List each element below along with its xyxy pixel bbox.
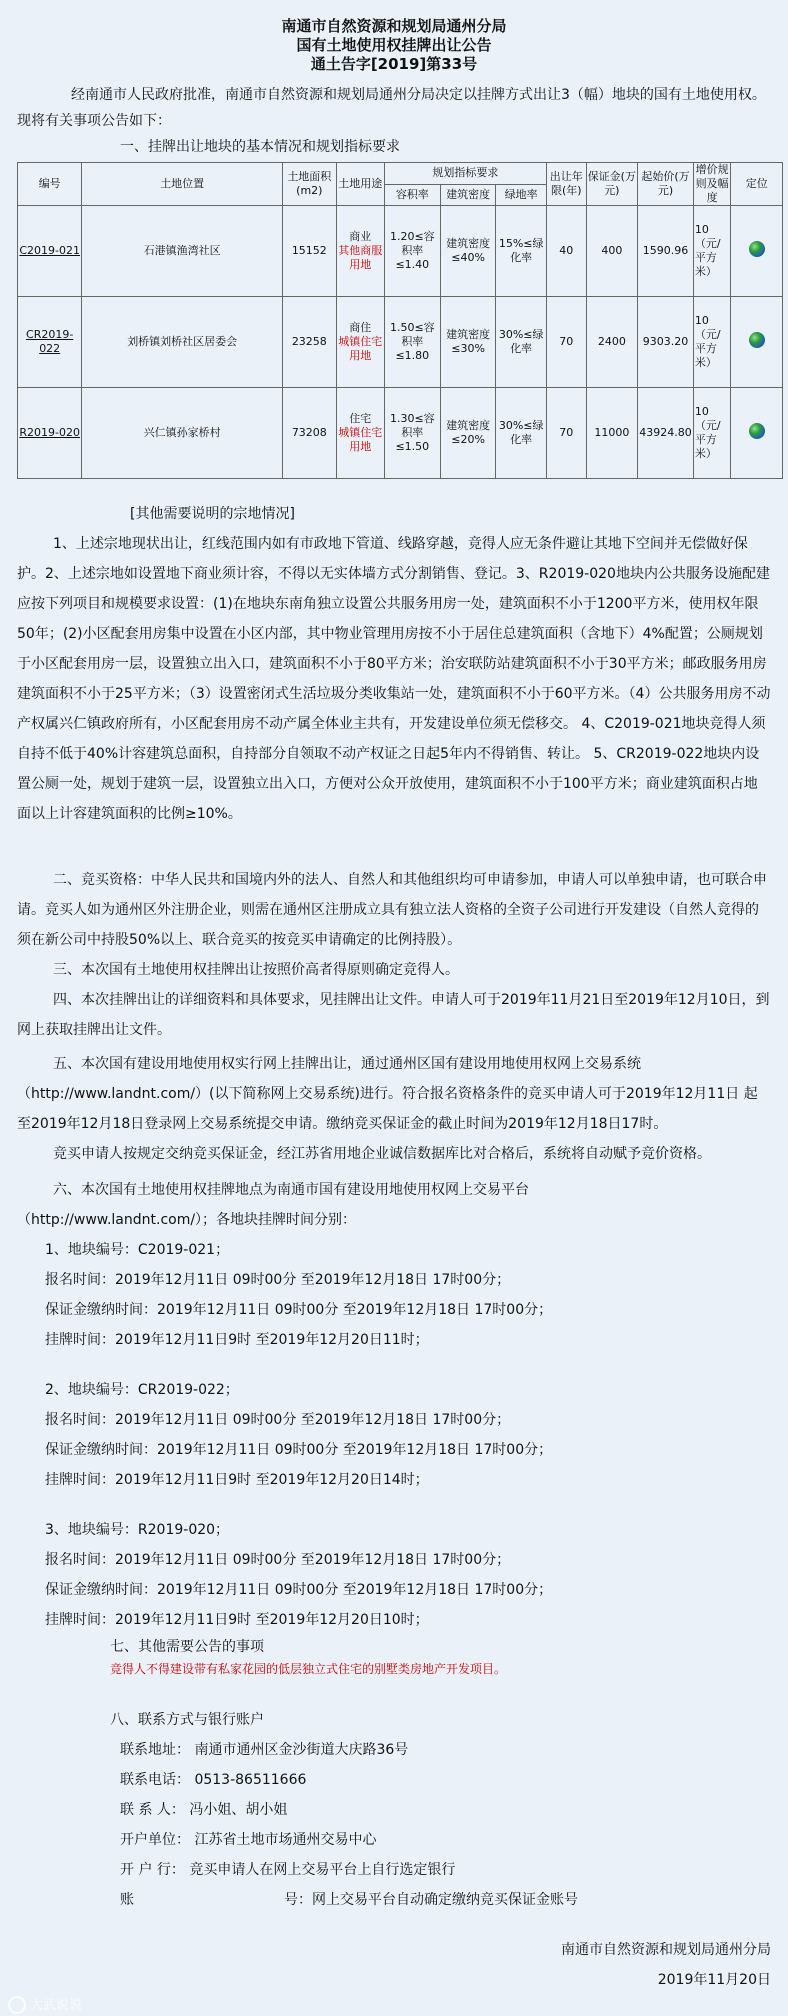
- section7-title: 七、其他需要公告的事项: [110, 1639, 264, 1655]
- parcel-location: 石港镇渔湾社区: [82, 206, 283, 297]
- schedule-signup: 报名时间：2019年12月11日 09时00分 至2019年12月18日 17时00分；: [45, 1412, 511, 1428]
- schedule-title: 2、地块编号：CR2019-022；: [45, 1382, 239, 1398]
- building-density: 建筑密度≤30%: [440, 297, 496, 388]
- account-unit: 开户单位： 江苏省土地市场通州交易中心: [120, 1832, 377, 1848]
- th-increment: 增价规则及幅度: [693, 163, 731, 206]
- section6-venue: 六、本次国有土地使用权挂牌地点为南通市国有建设用地使用权网上交易平台: [53, 1182, 529, 1198]
- schedule-deposit: 保证金缴纳时间：2019年12月11日 09时00分 至2019年12月18日 17时00分；: [45, 1442, 553, 1458]
- th-location: 土地位置: [82, 163, 283, 206]
- land-table: [17, 162, 783, 479]
- th-plan: 规划指标要求: [384, 163, 546, 185]
- term-years: 70: [546, 388, 586, 479]
- globe-icon[interactable]: [749, 423, 765, 439]
- other-notes-text: 1、上述宗地现状出让，红线范围内如有市政地下管道、线路穿越，竞得人应无条件避让其地下空间并无偿做好保护。2、上述宗地如设置地下商业须计容，不得以无实体墙方式分割销售、登记。3、R2019-020地块内公共服务设施配建应按下列项目和规模要求设置：(1)在地块东南角独立设置公共服务用房一处，建筑面积不小于1200平方米，使用权年限50年；(2)小区配套用房集中设置在小区内部，其中物业管理用房按不小于居住总建筑面积（含地下）4%配置；公厕规划于小区配套用房一层，设置独立出入口，建筑面积不小于80平方米；治安联防站建筑面积不小于30平方米；邮政服务用房建筑面积不小于25平方米；（3）设置密闭式生活垃圾分类收集站一处，建筑面积不小于60平方米。（4）公共服务用房不动产权属兴仁镇政府所有，小区配套用房不动产属全体业主共有，开发建设单位须无偿移交。 4、C2019-021地块竞得人须自持不低于40%计容建筑总面积，自持部分自领取不动产权证之日起5年内不得销售、转让。 5、CR2019-022地块内设置公厕一处，规划于建筑一层，设置独立出入口，方便对公众开放使用，建筑面积不小于100平方米；商业建筑面积占地面以上计容建筑面积的比例≥10%。: [17, 536, 771, 822]
- notice-header: [0, 0, 788, 74]
- plot-ratio: 1.30≤容积率≤1.50: [384, 388, 440, 479]
- increment-rule: 10（元/平方米）: [693, 297, 731, 388]
- parcel-use: [336, 388, 384, 479]
- contact-phone: 联系电话： 0513-86511666: [120, 1772, 307, 1788]
- schedule-block: [45, 1235, 788, 1355]
- footer-date: 2019年11月20日: [657, 1972, 771, 1988]
- globe-icon[interactable]: [749, 332, 765, 348]
- parcel-code-link[interactable]: CR2019-022: [18, 297, 82, 388]
- term-years: 40: [546, 206, 586, 297]
- table-row: [18, 297, 783, 388]
- green-ratio: 30%≤绿化率: [496, 388, 546, 479]
- term-years: 70: [546, 297, 586, 388]
- locate-cell: [731, 206, 783, 297]
- contact-block: [120, 1735, 788, 1915]
- schedule-listing: 挂牌时间：2019年12月11日9时 至2019年12月20日14时；: [45, 1472, 429, 1488]
- building-density: 建筑密度≤20%: [440, 388, 496, 479]
- use-type: 城镇住宅用地: [338, 426, 383, 453]
- intro-paragraph: 经南通市人民政府批准，南通市自然资源和规划局通州分局决定以挂牌方式出让3（幅）地块的国有土地使用权。现将有关事项公告如下：: [17, 87, 766, 129]
- account-label-left: 账: [120, 1892, 134, 1908]
- table-header-row: [18, 163, 783, 185]
- increment-rule: 10（元/平方米）: [693, 206, 731, 297]
- schedule-signup: 报名时间：2019年12月11日 09时00分 至2019年12月18日 17时00分；: [45, 1272, 511, 1288]
- table-row: [18, 388, 783, 479]
- use-category: 商住: [349, 321, 372, 334]
- section5-online: 五、本次国有建设用地使用权实行网上挂牌出让，通过通州区国有建设用地使用权网上交易系统: [53, 1056, 641, 1072]
- schedule-title: 3、地块编号：R2019-020；: [45, 1522, 230, 1538]
- schedule-block: [45, 1375, 788, 1495]
- th-green: 绿地率: [496, 184, 546, 206]
- th-plot-ratio: 容积率: [384, 184, 440, 206]
- th-term: 出让年限(年): [546, 163, 586, 206]
- watermark: [8, 1994, 82, 2015]
- parcel-code-link[interactable]: C2019-021: [18, 206, 82, 297]
- section6-venue-url: （http://www.landnt.com/）；各地块挂牌时间分别：: [17, 1212, 357, 1228]
- other-notes-title: [其他需要说明的宗地情况]: [130, 506, 295, 522]
- schedule-listing: 挂牌时间：2019年12月11日9时 至2019年12月20日10时；: [45, 1612, 429, 1628]
- use-category: 住宅: [349, 412, 372, 425]
- parcel-area: 23258: [283, 297, 337, 388]
- building-density: 建筑密度≤40%: [440, 206, 496, 297]
- contact-address: 联系地址： 南通市通州区金沙街道大庆路36号: [120, 1742, 409, 1758]
- schedule-list: [0, 1235, 788, 1635]
- th-code: 编号: [18, 163, 82, 206]
- footer-org: 南通市自然资源和规划局通州分局: [561, 1942, 771, 1958]
- section5-qualification: 竞买申请人按规定交纳竞买保证金，经江苏省用地企业诚信数据库比对合格后，系统将自动赋予竞价资格。: [53, 1146, 711, 1162]
- th-locate: 定位: [731, 163, 783, 206]
- parcel-area: 15152: [283, 206, 337, 297]
- section2-eligibility: 二、竞买资格：中华人民共和国境内外的法人、自然人和其他组织均可申请参加，申请人可以单独申请，也可联合申请。竞买人如为通州区外注册企业，则需在通州区注册成立具有独立法人资格的全资子公司进行开发建设（自然人竞得的须在新公司中持股50%以上、联合竞买的按竞买申请确定的比例持股）。: [17, 872, 767, 948]
- deposit-amount: 11000: [586, 388, 638, 479]
- locate-cell: [731, 297, 783, 388]
- use-type: 城镇住宅用地: [338, 335, 383, 362]
- th-deposit: 保证金(万元): [586, 163, 638, 206]
- th-area: 土地面积(m2): [283, 163, 337, 206]
- deposit-amount: 2400: [586, 297, 638, 388]
- contact-person: 联 系 人： 冯小姐、胡小姐: [120, 1802, 288, 1818]
- table-row: [18, 206, 783, 297]
- locate-cell: [731, 388, 783, 479]
- schedule-deposit: 保证金缴纳时间：2019年12月11日 09时00分 至2019年12月18日 17时00分；: [45, 1582, 553, 1598]
- deposit-amount: 400: [586, 206, 638, 297]
- account-number: [120, 1885, 788, 1915]
- section8-title: 八、联系方式与银行账户: [110, 1712, 264, 1728]
- notice-title: 国有土地使用权挂牌出让公告: [296, 36, 492, 54]
- start-price: 43924.80: [638, 388, 694, 479]
- bank: 开 户 行： 竞买申请人在网上交易平台上自行选定银行: [120, 1862, 456, 1878]
- start-price: 1590.96: [638, 206, 694, 297]
- th-density: 建筑密度: [440, 184, 496, 206]
- use-type: 其他商服用地: [338, 244, 383, 271]
- schedule-listing: 挂牌时间：2019年12月11日9时 至2019年12月20日11时；: [45, 1332, 429, 1348]
- watermark-icon: [8, 1996, 26, 2014]
- th-use: 土地用途: [336, 163, 384, 206]
- start-price: 9303.20: [638, 297, 694, 388]
- section7-text: 竞得人不得建设带有私家花园的低层独立式住宅的别墅类房地产开发项目。: [110, 1662, 507, 1676]
- schedule-block: [45, 1515, 788, 1635]
- green-ratio: 15%≤绿化率: [496, 206, 546, 297]
- parcel-use: [336, 297, 384, 388]
- watermark-text: 大武说说: [30, 1997, 83, 2013]
- schedule-deposit: 保证金缴纳时间：2019年12月11日 09时00分 至2019年12月18日 17时00分；: [45, 1302, 553, 1318]
- use-category: 商业: [349, 230, 372, 243]
- section5-online-detail: （http://www.landnt.com/）(以下简称网上交易系统)进行。符合报名资格条件的竞买申请人可于2019年12月11日 起至2019年12月18日登录网上交易系统提交申请。缴纳竞买保证金的截止时间为2019年12月18日17时。: [17, 1086, 758, 1132]
- parcel-location: 刘桥镇刘桥社区居委会: [82, 297, 283, 388]
- account-label-right: 号：网上交易平台自动确定缴纳竞买保证金账号: [284, 1892, 578, 1908]
- globe-icon[interactable]: [749, 241, 765, 257]
- notice-number: 通土告字[2019]第33号: [310, 55, 478, 73]
- plot-ratio: 1.50≤容积率≤1.80: [384, 297, 440, 388]
- parcel-code-link[interactable]: R2019-020: [18, 388, 82, 479]
- th-start-price: 起始价(万元): [638, 163, 694, 206]
- plot-ratio: 1.20≤容积率≤1.40: [384, 206, 440, 297]
- section3-principle: 三、本次国有土地使用权挂牌出让按照价高者得原则确定竞得人。: [53, 962, 459, 978]
- parcel-area: 73208: [283, 388, 337, 479]
- schedule-signup: 报名时间：2019年12月11日 09时00分 至2019年12月18日 17时00分；: [45, 1552, 511, 1568]
- parcel-location: 兴仁镇孙家桥村: [82, 388, 283, 479]
- schedule-title: 1、地块编号：C2019-021；: [45, 1242, 230, 1258]
- section1-title: 一、挂牌出让地块的基本情况和规划指标要求: [120, 139, 400, 155]
- green-ratio: 30%≤绿化率: [496, 297, 546, 388]
- section4-documents: 四、本次挂牌出让的详细资料和具体要求，见挂牌出让文件。申请人可于2019年11月21日至2019年12月10日，到网上获取挂牌出让文件。: [17, 992, 770, 1038]
- parcel-use: [336, 206, 384, 297]
- increment-rule: 10（元/平方米）: [693, 388, 731, 479]
- issuer-title: 南通市自然资源和规划局通州分局: [281, 17, 507, 35]
